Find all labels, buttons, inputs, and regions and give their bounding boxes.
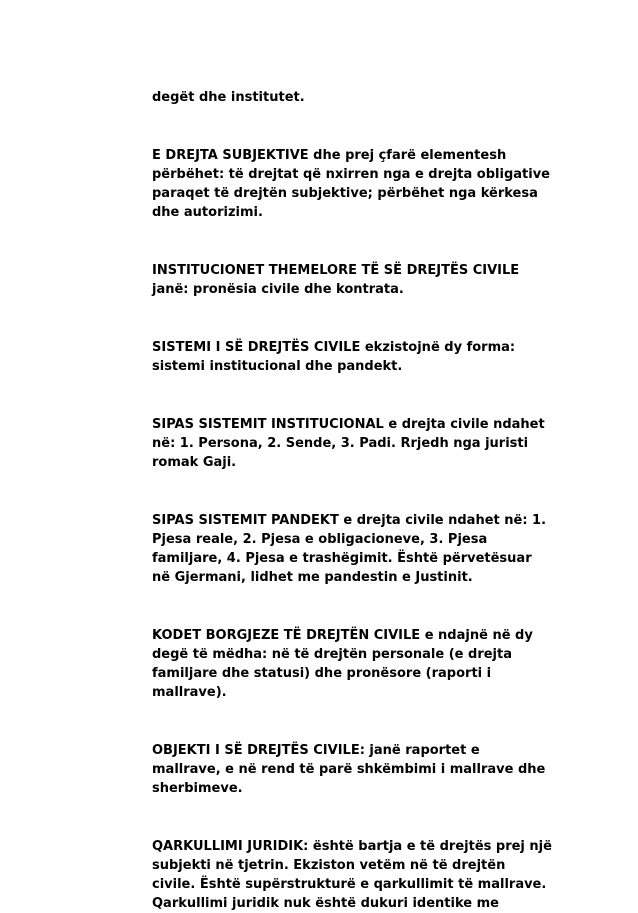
paragraph-5: SIPAS SISTEMIT INSTITUCIONAL e drejta civile ndahet në: 1. Persona, 2. Sende, 3. Padi. Rrjedh nga juristi romak Gaji. bbox=[152, 417, 545, 470]
text-column bbox=[152, 88, 552, 913]
paragraph-2: E DREJTA SUBJEKTIVE dhe prej çfarë elementesh përbëhet: të drejtat që nxirren nga e drejta obligative paraqet të drejtën subjektive; përbëhet nga kërkesa dhe autorizimi. bbox=[152, 148, 550, 220]
paragraph-3: INSTITUCIONET THEMELORE TË SË DREJTËS CIVILE janë: pronësia civile dhe kontrata. bbox=[152, 263, 520, 297]
paragraph-4: SISTEMI I SË DREJTËS CIVILE ekzistojnë dy forma: sistemi institucional dhe pandekt. bbox=[152, 340, 516, 374]
paragraph-6: SIPAS SISTEMIT PANDEKT e drejta civile ndahet në: 1. Pjesa reale, 2. Pjesa e obligacioneve, 3. Pjesa familjare, 4. Pjesa e trashëgimit. Është përvetësuar në Gjermani, lidhet me pandestin e Justinit. bbox=[152, 513, 547, 585]
paragraph-7: KODET BORGJEZE TË DREJTËN CIVILE e ndajnë në dy degë të mëdha: në të drejtën personale (e drejta familjare dhe statusi) dhe pronësore (raporti i mallrave). bbox=[152, 628, 533, 700]
paragraph-1: degët dhe institutet. bbox=[152, 90, 305, 105]
paragraph-8: OBJEKTI I SË DREJTËS CIVILE: janë raportet e mallrave, e në rend të parë shkëmbimi i mallrave dhe sherbimeve. bbox=[152, 743, 546, 796]
paragraph-9: QARKULLIMI JURIDIK: është bartja e të drejtës prej një subjekti në tjetrin. Ekziston vetëm në të drejtën civile. Është supërstrukturë e qarkullimit të mallrave. Qarkullimi juridik nuk është dukuri identike me bbox=[152, 839, 552, 911]
